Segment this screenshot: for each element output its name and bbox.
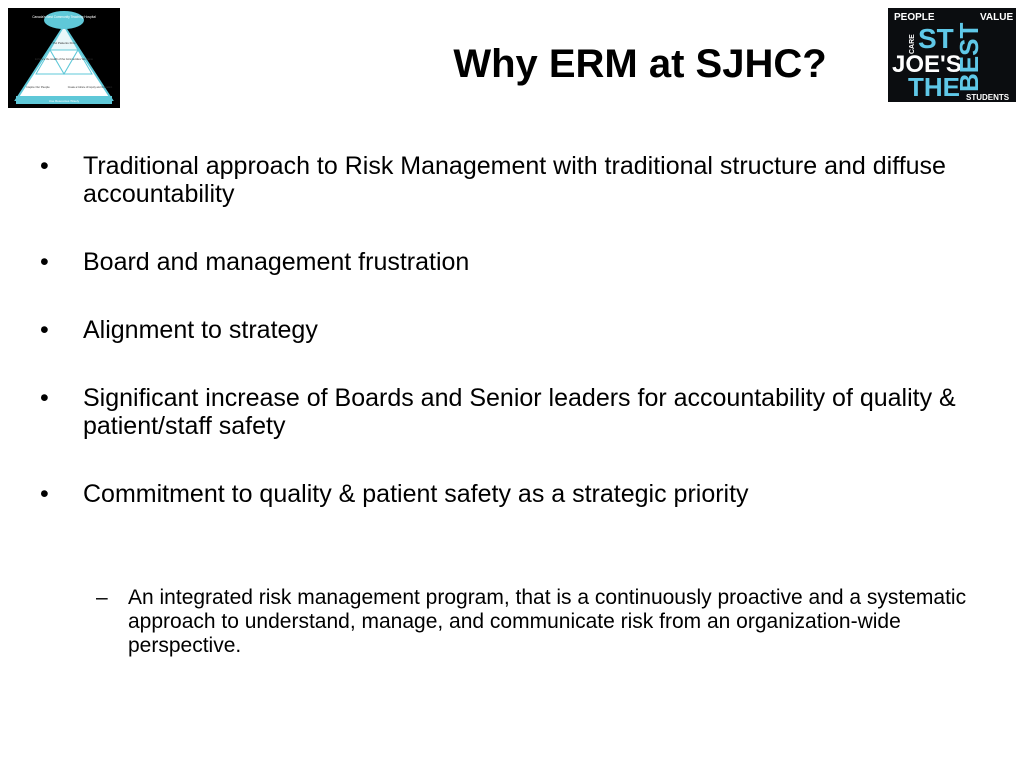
logo-care-word: CARE [909,34,916,54]
bullet-item [40,152,990,208]
sub-bullet-item [96,586,986,658]
st-joes-the-best-logo-icon [888,8,1016,102]
logo-students-word: STUDENTS [966,93,1010,102]
logo-top-label: Canada's Best Community Teaching Hospital [32,15,96,19]
logo-the-word: THE [908,72,960,102]
bullet-item [40,480,990,508]
logo-center-mid-label: Enhance the Health of the Communities We Serve [35,58,93,61]
logo-value-word: VALUE [980,12,1014,23]
logo-people-word: PEOPLE [894,12,935,23]
bullet-marker: • [40,384,49,412]
bullet-text: Significant increase of Boards and Senior leaders for accountability of quality & patient/staff safety [83,384,956,440]
bullet-text: Commitment to quality & patient safety as a strategic priority [83,480,749,508]
strategy-triangle-logo-icon [8,8,120,108]
bullet-item [40,316,990,344]
logo-center-top-label: Put Patients First [52,41,76,45]
logo-best-word: BEST [954,22,984,92]
bullet-marker: • [40,480,49,508]
bullet-text: Traditional approach to Risk Management with traditional structure and diffuse accountability [83,152,946,208]
bullet-text: Alignment to strategy [83,316,318,344]
bullet-list [40,152,990,548]
logo-bottom-label: Use Resources Wisely [48,99,80,103]
slide-title: Why ERM at SJHC? [453,42,827,86]
bullet-marker: • [40,152,49,180]
logo-left-label: Inspire Our People [26,85,50,89]
sub-bullet-text: An integrated risk management program, that is a continuously proactive and a systematic approach to understand, manage, and communicate risk from an organization-wide perspective. [128,586,967,657]
logo-st-word: ST [918,23,954,54]
bullet-item [40,384,990,440]
bullet-item [40,248,990,276]
bullet-text: Board and management frustration [83,248,470,276]
logo-right-label: Create a Culture of Inquiry and Innovation [67,86,113,89]
bullet-marker: • [40,316,49,344]
sub-bullet-marker: – [96,586,108,609]
sub-bullet-list [96,586,986,658]
bullet-marker: • [40,248,49,276]
logo-joes-word: JOE'S [892,51,962,78]
